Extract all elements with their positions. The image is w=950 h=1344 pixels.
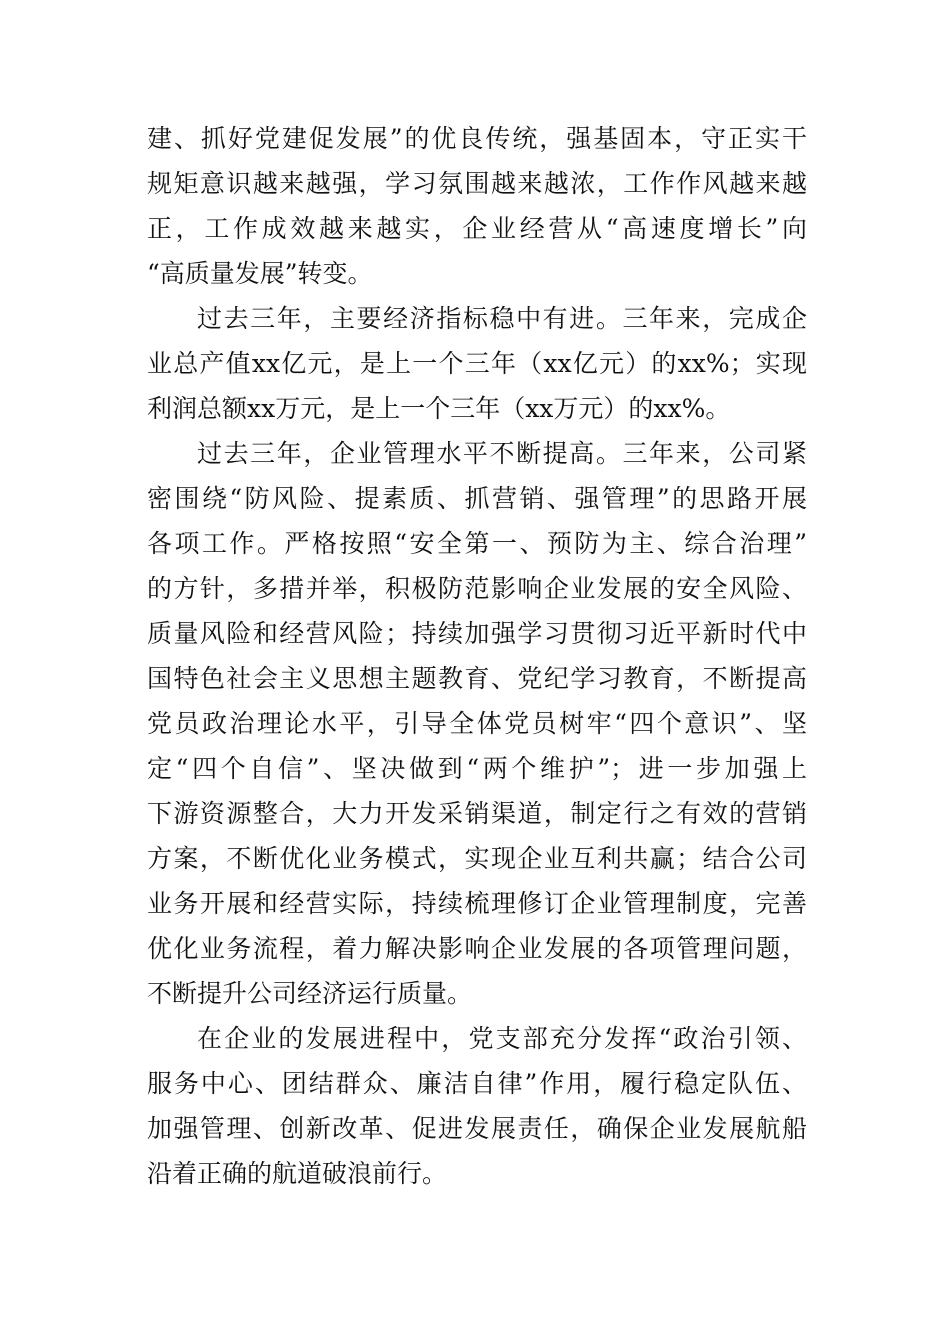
text-line: 沿着正确的航道破浪前行。 — [147, 1159, 448, 1188]
text-line: 业务开展和经营实际，持续梳理修订企业管理制度，完善 — [147, 889, 807, 918]
text-line: 正，工作成效越来越实，企业经营从“高速度增长”向 — [147, 214, 807, 243]
paragraph-4 — [147, 1016, 807, 1196]
document-body — [147, 116, 807, 1196]
text-line: 国特色社会主义思想主题教育、党纪学习教育，不断提高 — [147, 664, 807, 693]
text-line: 过去三年，主要经济指标稳中有进。三年来，完成企 — [197, 304, 807, 333]
text-line: 在企业的发展进程中，党支部充分发挥“政治引领、 — [197, 1024, 807, 1053]
text-line: 优化业务流程，着力解决影响企业发展的各项管理问题， — [147, 934, 807, 963]
text-line: 质量风险和经营风险；持续加强学习贯彻习近平新时代中 — [147, 619, 807, 648]
text-line: 定“四个自信”、坚决做到“两个维护”；进一步加强上 — [147, 754, 807, 783]
text-line: 各项工作。严格按照“安全第一、预防为主、综合治理” — [147, 529, 807, 558]
text-line: 服务中心、团结群众、廉洁自律”作用，履行稳定队伍、 — [147, 1069, 807, 1098]
paragraph-2 — [147, 296, 807, 431]
text-line: 业总产值xx亿元，是上一个三年（xx亿元）的xx%；实现 — [147, 349, 807, 378]
text-line: 建、抓好党建促发展”的优良传统，强基固本，守正实干 — [147, 124, 807, 153]
text-line: 加强管理、创新改革、促进发展责任，确保企业发展航船 — [147, 1114, 807, 1143]
text-line: 的方针，多措并举，积极防范影响企业发展的安全风险、 — [147, 574, 807, 603]
text-line: 规矩意识越来越强，学习氛围越来越浓，工作作风越来越 — [147, 169, 807, 198]
text-line: “高质量发展”转变。 — [147, 259, 373, 288]
text-line: 密围绕“防风险、提素质、抓营销、强管理”的思路开展 — [147, 484, 807, 513]
text-line: 利润总额xx万元，是上一个三年（xx万元）的xx%。 — [147, 394, 731, 423]
text-line: 下游资源整合，大力开发采销渠道，制定行之有效的营销 — [147, 799, 807, 828]
paragraph-3 — [147, 431, 807, 1016]
text-line: 过去三年，企业管理水平不断提高。三年来，公司紧 — [197, 439, 807, 468]
text-line: 方案，不断优化业务模式，实现企业互利共赢；结合公司 — [147, 844, 807, 873]
text-line: 不断提升公司经济运行质量。 — [147, 979, 473, 1008]
paragraph-1 — [147, 116, 807, 296]
text-line: 党员政治理论水平，引导全体党员树牢“四个意识”、坚 — [147, 709, 807, 738]
